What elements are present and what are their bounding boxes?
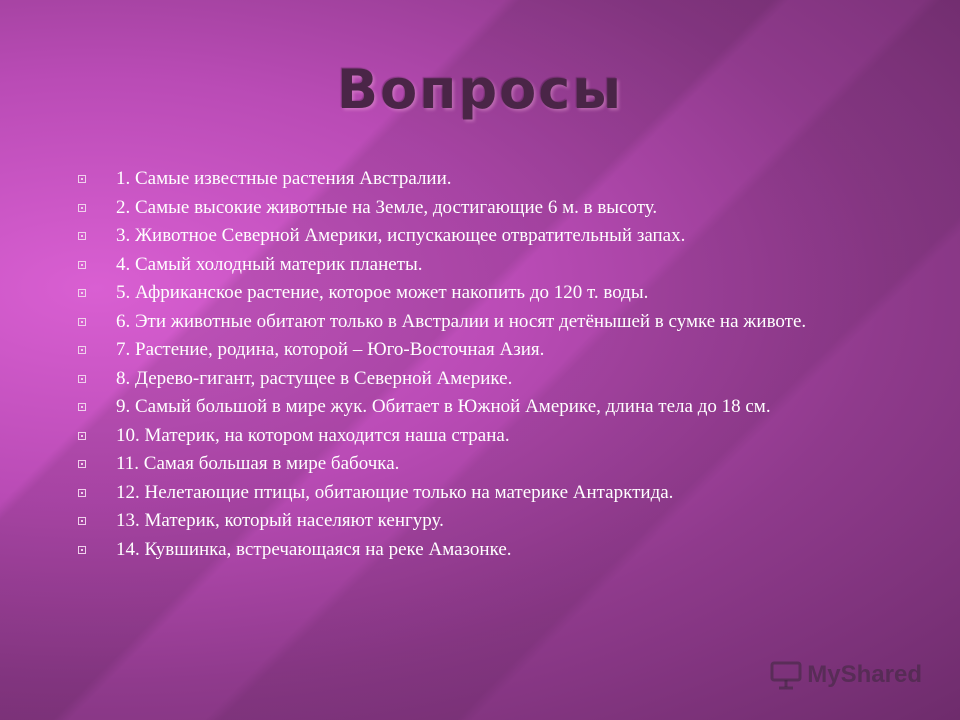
- question-item: [78, 510, 918, 532]
- question-item: [78, 453, 918, 475]
- question-text: 8. Дерево-гигант, растущее в Северной Америке.: [116, 367, 513, 389]
- square-bullet-icon: [78, 175, 86, 183]
- watermark-text: MyShared: [807, 661, 922, 688]
- square-bullet-icon: [78, 346, 86, 354]
- question-text: 7. Растение, родина, которой – Юго-Восточная Азия.: [116, 339, 545, 360]
- question-item: [78, 197, 918, 219]
- square-bullet-icon: [78, 546, 86, 554]
- watermark: [769, 660, 922, 690]
- question-item: [78, 254, 918, 276]
- question-text: 1. Самые известные растения Австралии.: [116, 168, 452, 189]
- square-bullet-icon: [78, 460, 86, 468]
- question-text: 11. Самая большая в мире бабочка.: [116, 453, 400, 474]
- question-item: [78, 539, 918, 561]
- question-item: [78, 168, 918, 190]
- square-bullet-icon: [78, 403, 86, 411]
- slide-title: Вопросы: [336, 58, 624, 121]
- question-list: [78, 168, 918, 567]
- question-text: 13. Материк, который населяют кенгуру.: [116, 510, 444, 531]
- question-item: [78, 282, 918, 304]
- square-bullet-icon: [78, 204, 86, 212]
- square-bullet-icon: [78, 318, 86, 326]
- square-bullet-icon: [78, 375, 86, 383]
- question-item: [78, 482, 918, 504]
- question-text: 9. Самый большой в мире жук. Обитает в Южной Америке, длина тела до 18 см.: [116, 396, 771, 417]
- question-item: [78, 311, 918, 333]
- question-text: 4. Самый холодный материк планеты.: [116, 253, 423, 275]
- question-item: [78, 339, 918, 361]
- question-text: 14. Кувшинка, встречающаяся на реке Амазонке.: [116, 538, 512, 560]
- question-item: [78, 368, 918, 390]
- square-bullet-icon: [78, 289, 86, 297]
- square-bullet-icon: [78, 489, 86, 497]
- question-item: [78, 425, 918, 447]
- question-text: 5. Африканское растение, которое может накопить до 120 т. воды.: [116, 282, 649, 303]
- question-text: 12. Нелетающие птицы, обитающие только на материке Антарктида.: [116, 481, 674, 503]
- presentation-board-icon: [769, 660, 803, 690]
- question-text: 6. Эти животные обитают только в Австралии и носят детёнышей в сумке на животе.: [116, 310, 807, 332]
- square-bullet-icon: [78, 232, 86, 240]
- question-text: 10. Материк, на котором находится наша страна.: [116, 424, 510, 446]
- square-bullet-icon: [78, 261, 86, 269]
- question-item: [78, 396, 918, 418]
- question-text: 3. Животное Северной Америки, испускающее отвратительный запах.: [116, 225, 686, 246]
- square-bullet-icon: [78, 517, 86, 525]
- question-text: 2. Самые высокие животные на Земле, достигающие 6 м. в высоту.: [116, 196, 658, 218]
- question-item: [78, 225, 918, 247]
- square-bullet-icon: [78, 432, 86, 440]
